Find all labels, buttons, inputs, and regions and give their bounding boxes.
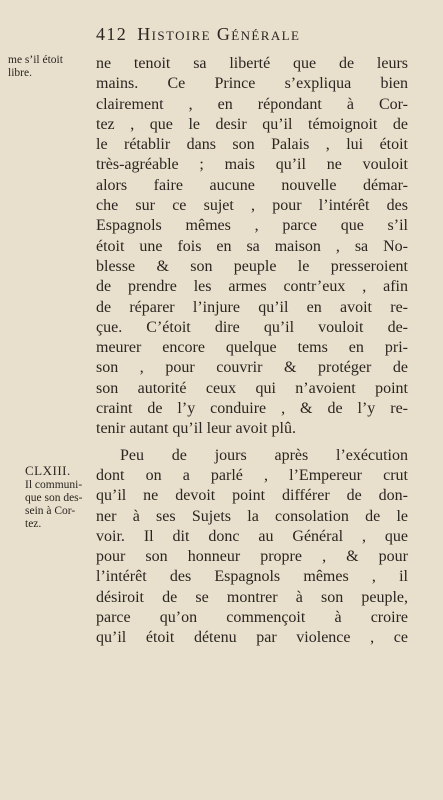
text-line: qu’il étoit détenu par violence , ce [96, 629, 408, 647]
margin-note-line: Il communi- [25, 479, 83, 491]
text-line: voir. Il dit donc au Général , que [96, 527, 408, 545]
text-line: craint de l’y conduire , & de l’y re- [96, 400, 408, 418]
text-line: çue. C’étoit dire qu’il vouloit de- [96, 318, 408, 336]
text-line: Peu de jours après l’exécution [120, 446, 408, 464]
running-title: Histoire Générale [137, 24, 301, 44]
paragraph-1 [96, 54, 408, 440]
text-line: pour son honneur propre , & pour [96, 548, 408, 566]
text-line: étoit une fois en sa maison , sa No- [96, 237, 408, 255]
text-line: désiroit de se montrer à son peuple, [96, 588, 408, 606]
text-line: dont on a parlé , l’Empereur crut [96, 466, 408, 484]
text-line: che sur ce sujet , pour l’intérêt des [96, 197, 408, 215]
body-text [96, 54, 408, 649]
margin-note-chapter [25, 464, 103, 531]
margin-note-line: sein à Cor- [25, 505, 76, 517]
margin-note-line: tez. [25, 518, 42, 530]
margin-note-top [8, 54, 88, 80]
text-line: Espagnols mêmes , parce que s’il [96, 217, 408, 235]
section-number: CLXIII. [25, 463, 71, 478]
paragraph-2 [96, 446, 408, 649]
text-line: meurer encore quelque tems en pri- [96, 339, 408, 357]
text-line: le rétablir dans son Palais , lui étoit [96, 136, 408, 154]
text-line: tez , que le desir qu’il témoignoit de [96, 115, 408, 133]
margin-note-line: libre. [8, 67, 32, 79]
text-line: ne tenoit sa liberté que de leurs [96, 55, 408, 72]
text-line: qu’il ne devoit point différer de don- [96, 487, 408, 505]
text-line: blesse & son peuple le presseroient [96, 257, 408, 275]
page-number: 412 [96, 24, 128, 44]
running-header [96, 24, 416, 50]
text-line: alors faire aucune nouvelle démar- [96, 176, 408, 194]
text-line: ner à ses Sujets la consolation de le [96, 507, 408, 525]
text-line: parce qu’on commençoit à croire [96, 609, 408, 627]
margin-note-line: que son des- [25, 492, 83, 504]
text-line: de prendre les armes contr’eux , afin [96, 278, 408, 296]
text-line: de réparer l’injure qu’il en avoit re- [96, 298, 408, 316]
text-line: l’intérêt des Espagnols mêmes , il [96, 568, 408, 586]
margin-note-line: me s’il étoit [8, 54, 63, 66]
text-line: son , pour couvrir & protéger de [96, 359, 408, 377]
text-line: très-agréable ; mais qu’il ne vouloit [96, 156, 408, 174]
text-line: clairement , en répondant à Cor- [96, 95, 408, 113]
text-line: son autorité ceux qui n’avoient point [96, 379, 408, 397]
text-line: mains. Ce Prince s’expliqua bien [96, 75, 408, 93]
text-line: tenir autant qu’il leur avoit plû. [96, 420, 296, 438]
